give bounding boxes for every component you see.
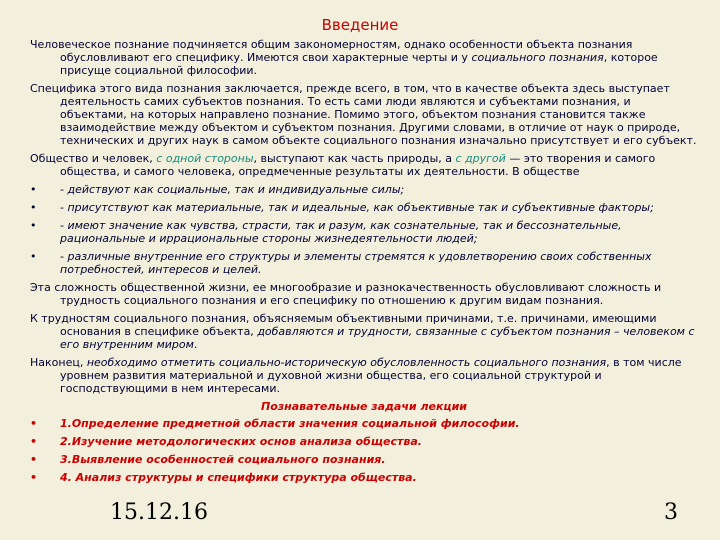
text-run-emphasis: необходимо отметить социально-историческую обусловленность социального познания [86, 356, 607, 369]
task-text: 2.Изучение методологических основ анализа общества. [60, 435, 422, 448]
text-run: , выступают как часть природы, а [253, 152, 456, 165]
text-run: Общество и человек, [30, 152, 157, 165]
text-run: Человеческое познание подчиняется общим закономерностям, однако особенности объекта познания обусловливают его специфику. Имеются свои характерные черты и у [30, 38, 633, 64]
paragraph-specifics: Специфика этого вида познания заключается, прежде всего, в том, что в качестве объекта здесь выступает деятельность самих субъектов познания. То есть сами люди являются и субъектами познания, и объектами, на которых направлено познание. Помимо этого, объектом познания становится также взаимодействие между объектом и субъектом познания. Другими словами, в отличие от наук о природе, технических и других наук в самом объекте социального познания изначально присутствует и его субъект. [30, 82, 697, 147]
task-item [30, 435, 698, 448]
bullet-icon: • [30, 201, 37, 214]
text-run-emphasis: добавляются и трудности, связанные с субъектом познания – человеком с его внутренним миром [60, 325, 695, 351]
text-run-emphasis: социального познания [471, 51, 604, 64]
paragraph-society [30, 152, 698, 178]
task-item [30, 453, 698, 466]
bullet-icon: • [30, 219, 37, 232]
bullet-item [30, 250, 698, 276]
task-text: 1.Определение предметной области значения социальной философии. [60, 417, 520, 430]
slide-content [30, 38, 698, 489]
bullet-item [30, 219, 698, 245]
task-text: 3.Выявление особенностей социального познания. [60, 453, 386, 466]
bullet-icon: • [30, 183, 37, 196]
text-run-highlight: с одной стороны [156, 152, 254, 165]
bullet-text: - действуют как социальные, так и индивидуальные силы; [60, 183, 405, 196]
bullet-icon: • [30, 435, 38, 448]
bullet-item [30, 201, 698, 214]
task-item [30, 417, 698, 430]
bullet-text: - имеют значение как чувства, страсти, так и разум, как сознательные, так и бессознательные, рациональные и иррациональные стороны жизнедеятельности людей; [60, 219, 622, 245]
tasks-heading: Познавательные задачи лекции [260, 400, 467, 413]
text-run: , которое присуще социальной философии. [60, 51, 658, 77]
bullet-item [30, 183, 698, 196]
paragraph-intro [30, 38, 698, 77]
paragraph-complexity: Эта сложность общественной жизни, ее многообразие и разнокачественность обусловливают сложность и трудность социального познания и его специфику по отношению к другим видам познания. [30, 281, 662, 307]
text-run: Наконец, [30, 356, 87, 369]
task-item [30, 471, 698, 484]
text-run: К трудностям социального познания, объясняемым объективными причинами, т.е. причинами, имеющими основания в специфике объекта, [30, 312, 657, 338]
bullet-text: - присутствуют как материальные, так и идеальные, как объективные так и субъективные факторы; [60, 201, 654, 214]
task-text: 4. Анализ структуры и специфики структура общества. [60, 471, 417, 484]
bullet-icon: • [30, 417, 38, 430]
paragraph-difficulties [30, 312, 698, 351]
paragraph-conclusion [30, 356, 698, 395]
bullet-icon: • [30, 250, 37, 263]
page-number: 3 [664, 500, 678, 525]
bullet-icon: • [30, 453, 38, 466]
text-run: . [193, 338, 198, 351]
text-run-highlight: с другой [455, 152, 506, 165]
footer-date: 15.12.16 [110, 500, 208, 525]
slide-title: Введение [321, 16, 399, 34]
bullet-text: - различные внутренние его структуры и элементы стремятся к удовлетворению своих собственных потребностей, интересов и целей. [60, 250, 652, 276]
text-run: , в том числе уровнем развития материальной и духовной жизни общества, его социальной структурой и господствующими в нем интересами. [60, 356, 682, 395]
bullet-icon: • [30, 471, 38, 484]
text-run: — это творения и самого общества, и самого человека, опредмеченные результаты их деятельности. В обществе [60, 152, 656, 178]
